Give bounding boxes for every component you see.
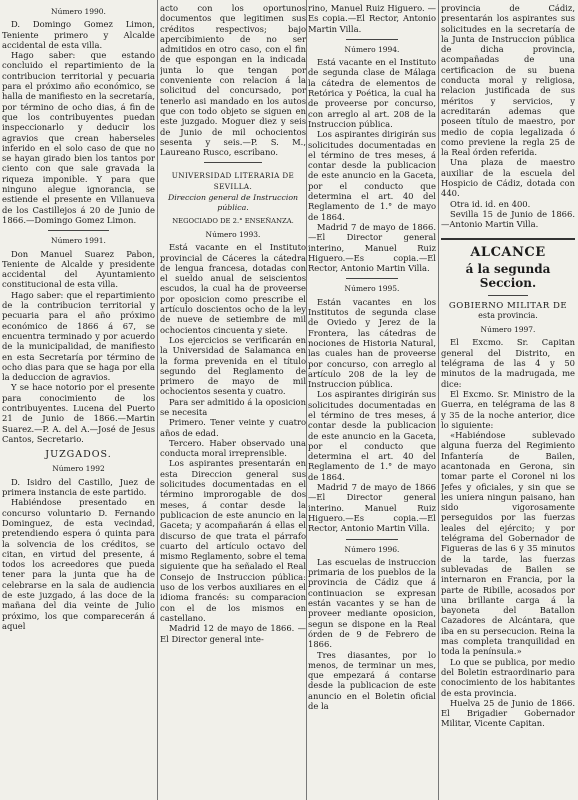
paragraph: Hago saber: que estando concluido el repartimiento de la contribucion territorial y pecuaria para el próximo año económico, se halla de manifiesto en la secretaría, por término de ocho dias, á fin de que los contribuyentes puedan inspeccionarlo y deducir los agravios que crean haberseles inferido en el solo caso de que no se hayan girado bien los tantos por ciento con que sale gravada la riqueza imponible. Y para que ninguno alegue ignorancia, se estiende el presente en Villanueva de los Castillejos á 20 de Junio de 1866.—Domingo Gomez Limon. [2, 50, 155, 225]
subtitle-negociado: NEGOCIADO DE 2.° ENSEÑANZA. [172, 216, 294, 225]
column-1 [2, 0, 155, 800]
paragraph: Primero. Tener veinte y cuatro años de edad. [160, 417, 306, 438]
paragraph: Están vacantes en los Institutos de segunda clase de Oviedo y Jerez de la Frontera, las cátedras de nociones de Historia Natural, las cuales han de proveerse por concurso, con arreglo al artículo 208 de la ley de Instruccion pública. [308, 296, 436, 390]
paragraph: Una plaza de maestro auxiliar de la escuela del Hospicio de Cádiz, dotada con 440. [441, 157, 575, 199]
paragraph: Lo que se publica, por medio del Boletin estraordinario para conocimiento de los habitantes de esta provincia. [441, 656, 575, 698]
notice-number-1995: Número 1995. [344, 284, 400, 294]
paragraph: Sevilla 15 de Junio de 1866.—Antonio Martin Villa. [441, 208, 575, 230]
paragraph: D. Isidro del Castillo, Juez de primera instancia de este partido. [2, 476, 155, 498]
paragraph: Está vacante en el Instituto de segunda clase de Málaga la cátedra de elementos de Retórica y Poética, la cual ha de proveerse por concurso, con arreglo al art. 208 de la Instruccion pública. [308, 57, 436, 129]
separator [346, 539, 397, 540]
column-rule [438, 0, 439, 800]
paragraph: Tres diasantes, por lo menos, de terminar un mes, que empezará á contarse desde la publicacion de este anuncio en el Boletin oficial de la [308, 649, 436, 711]
paragraph: Madrid 12 de mayo de 1866. —El Director general inte- [160, 623, 306, 644]
notice-number-1994: Número 1994. [344, 44, 400, 54]
paragraph: Para ser admitido á la oposicion se necesita [160, 396, 306, 417]
separator [346, 278, 397, 279]
paragraph: Don Manuel Suarez Pabon, Teniente de Alcalde y presidente accidental del Ayuntamiento constitucional de esta villa. [2, 248, 155, 290]
section-title-juzgados: JUZGADOS. [45, 449, 112, 461]
notice-number-1992: Número 1992 [52, 464, 105, 474]
separator [48, 230, 109, 231]
alcance-heading: ALCANCE [470, 244, 546, 260]
separator [204, 162, 262, 163]
paragraph: Hago saber: que el repartimiento de la contribucion territorial y pecuaria para el año próximo económico de 1866 á 67, se encuentra terminado y por acuerdo de la municipalidad, de manifiesto en esta Secretaría por término de ocho dias para que se haga por ella la deduccion de agravios. [2, 289, 155, 383]
paragraph: Los ejercicios se verificarán en la Universidad de Salamanca en la forma prevenida en el título segundo del Reglamento de primero de mayo de mil ochocientos sesenta y cuatro. [160, 334, 306, 397]
paragraph: Habiéndose presentado en concurso voluntario D. Fernando Dominguez, de esta vecindad, pretendiendo espera ó quinta para la solvencia de los créditos, se citan, en virtud del presente, á todos los acreedores que pueda tener para la junta que ha de celebrarse en la sala de audiencia de este juzgado, á las doce de la mañana del dia veinte de Julio próximo, los que comparecerán á aquel [2, 497, 155, 631]
separator-heavy [441, 238, 575, 240]
gobierno-militar-title: GOBIERNO MILITAR DE [448, 300, 568, 311]
paragraph: El Excmo. Sr. Ministro de la Guerra, en telégrama de las 8 y 35 de la noche anterior, dice lo siguiente: [441, 388, 575, 430]
separator [346, 39, 397, 40]
notice-number-1996: Número 1996. [344, 544, 400, 554]
paragraph: Está vacante en el Instituto provincial de Cáceres la cátedra de lengua francesa, dotadas con el sueldo anual de seiscientos escudos, la cual ha de proveerse por oposicion como prescribe el artículo doscientos ocho de la ley de nueve de setiembre de mil ochocientos cincuenta y siete. [160, 242, 306, 335]
column-rule [157, 0, 158, 800]
column-2 [160, 0, 306, 800]
paragraph: «Habiéndose sublevado alguna fuerza del Regimiento Infantería de Bailen, acantonada en Gerona, sin tomar parte el Coronel ni los Jefes y oficiales, y sin que se les uniera ningun paisano, han sido vigorosamente perseguidos por las fuerzas leales del ejército; y por telégrama del Gobernador de Figueras de las 6 y 35 minutos de la tarde, las fuerzas sublevadas de Bailen se internaron en Francia, por la parte de Ribille, acosados por una brillante carga á la bayoneta del Batallon Cazadores de Alcántara, que iba en su persecucion. Reina la mas completa tranquilidad en toda la península.» [441, 430, 575, 657]
notice-number-1997: Número 1997. [480, 325, 536, 335]
section-title-universidad: UNIVERSIDAD LITERARIA DE SEVILLA. [171, 171, 295, 191]
paragraph: acto con los oportunos documentos que legitimen sus créditos respectivos; bajo apercibimiento de no ser admitidos en otro caso, con el fin de que espongan en la indicada junta lo que tengan por conveniente con relacion á la solicitud del concursado, por tenerlo asi mandado en los autos que con todo objeto se siguen en este juzgado. Moguer diez y seis de Junio de mil ochocientos sesenta y seis.—P. S. M., Laureano Rusco, escribano. [160, 3, 306, 158]
paragraph: Huelva 25 de Junio de 1866. El Brigadier Gobernador Militar, Vicente Capitan. [441, 697, 575, 729]
paragraph: rino, Manuel Ruiz Higuero. —Es copia.—El Rector, Antonio Martin Villa. [308, 3, 436, 34]
paragraph: Madrid 7 de mayo de 1866. —El Director general interino, Manuel Ruiz Higuero.—Es copia.—El Rector, Antonio Martin Villa. [308, 221, 436, 274]
paragraph: Madrid 7 de mayo de 1866 —El Director general interino. Manuel Ruiz Higuero.—Es copia.—El Rector, Antonio Martin Villa. [308, 482, 436, 534]
segunda-seccion-heading: á la segunda Seccion. [465, 261, 551, 290]
paragraph: provincia de Cádiz, presentarán los aspirantes sus solicitudes en la secretaría de la Junta de Instruccion pública de dicha provincia, acompañadas de una certificacion de su buena conducta moral y religiosa, relacion justificada de sus méritos y servicios, y acreditarán ademas que poseen título de maestro, por medio de copia legalizada ó como previene la regla 25 de la Real órden referida. [441, 3, 575, 158]
paragraph: Otra id. id. en 400. [450, 198, 531, 209]
subtitle-direccion: Direccion general de Instruccion pública. [167, 193, 299, 213]
column-rule [306, 0, 307, 800]
paragraph: Los aspirantes dirigirán sus solicitudes documentadas en el término de tres meses, á contar desde la publicacion de este anuncio en la Gaceta, por el conducto que determina el art. 40 del Reglamento de 1.° de mayo de 1864. [308, 129, 436, 222]
paragraph: Los aspirantes presentarán en esta Direccion general sus solicitudes documentadas en el término improrogable de dos meses, á contar desde la publicacion de este anuncio en la Gaceta; y acompañarán á ellas el discurso de que trata el párrafo cuarto del artículo octavo del mismo Reglamento, sobre el tema siguiente que ha señalado el Real Consejo de Instruccion pública: uso de los verbos auxiliares en el idioma francés: su comparacion con el de los mismos en castellano. [160, 458, 306, 623]
paragraph: Las escuelas de instruccion primaria de los pueblos de la provincia de Cádiz que á continuacion se expresan están vacantes y se han de proveer mediante oposicion, segun se dispone en la Real órden de 9 de Febrero de 1866. [308, 556, 436, 650]
paragraph: Los aspirantes dirigirán sus solicitudes documentadas en el término de tres meses, á contar desde la publicacion de este anuncio en la Gaceta, por el conducto que determina el art. 40 del Reglamento de 1.° de mayo de 1864. [308, 389, 436, 482]
esta-provincia-subtitle: esta provincia. [478, 310, 538, 320]
notice-number-1991: Número 1991. [51, 236, 106, 246]
paragraph: D. Domingo Gomez Limon, Teniente primero y Alcalde accidental de esta villa. [2, 19, 155, 50]
paragraph: Tercero. Haber observado una conducta moral irreprensible. [160, 437, 306, 459]
separator [488, 295, 528, 296]
notice-number-1993: Número 1993. [205, 229, 261, 239]
paragraph: Y se hace notorio por el presente para conocimiento de los contribuyentes. Lucena del Puerto 21 de Junio de 1866.—Martin Suarez.—P. A. del A.—José de Jesus Cantos, Secretario. [2, 382, 155, 444]
column-3 [308, 0, 436, 800]
notice-number-1990: Número 1990. [51, 7, 106, 16]
paragraph: El Excmo. Sr. Capitan general del Distrito, en telégrama de las 4 y 50 minutos de la madrugada, me dice: [441, 337, 575, 389]
column-4 [441, 0, 575, 800]
